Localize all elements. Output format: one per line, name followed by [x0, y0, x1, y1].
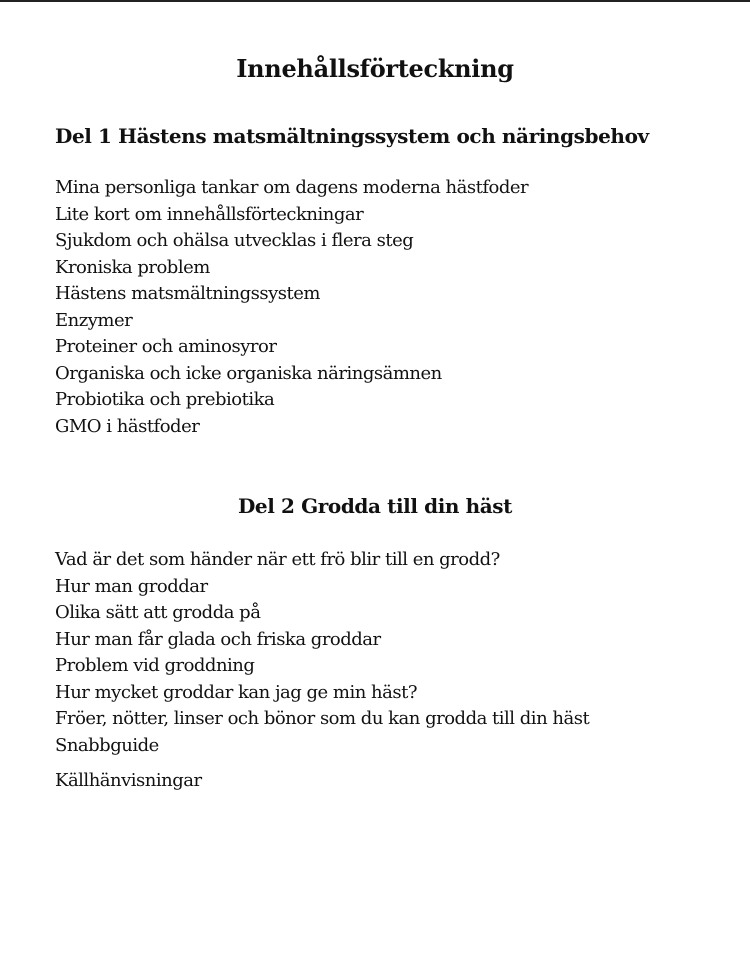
toc-item: Lite kort om innehållsförteckningar	[55, 203, 364, 225]
toc-item: Mina personliga tankar om dagens moderna hästfoder	[55, 177, 529, 198]
part1-heading: Del 1 Hästens matsmältningssystem och näringsbehov	[55, 124, 649, 148]
part1-toc-list	[55, 175, 528, 440]
toc-item: Enzymer	[55, 309, 133, 331]
toc-item: Sjukdom och ohälsa utvecklas i flera steg	[55, 230, 414, 251]
part2-toc-list	[55, 547, 589, 759]
toc-item: Proteiner och aminosyror	[55, 336, 277, 357]
toc-item: Hur man groddar	[55, 575, 208, 597]
references-item: Källhänvisningar	[55, 770, 202, 791]
toc-item: Probiotika och prebiotika	[55, 389, 275, 410]
toc-item: Organiska och icke organiska näringsämnen	[55, 362, 442, 384]
part2-heading: Del 2 Grodda till din häst	[237, 494, 513, 518]
toc-item: Fröer, nötter, linser och bönor som du kan grodda till din häst	[55, 708, 590, 729]
toc-item: Hur mycket groddar kan jag ge min häst?	[55, 681, 418, 703]
toc-item: Hästens matsmältningssystem	[55, 283, 320, 304]
toc-item: Problem vid groddning	[55, 655, 255, 676]
toc-item: Olika sätt att grodda på	[55, 602, 261, 623]
toc-item: Snabbguide	[55, 734, 159, 756]
page-title: Innehållsförteckning	[236, 54, 514, 83]
toc-item: Kroniska problem	[55, 256, 210, 278]
toc-item: Hur man får glada och friska groddar	[55, 628, 381, 650]
toc-item: Vad är det som händer när ett frö blir till en grodd?	[55, 549, 500, 570]
toc-item: GMO i hästfoder	[55, 415, 200, 437]
